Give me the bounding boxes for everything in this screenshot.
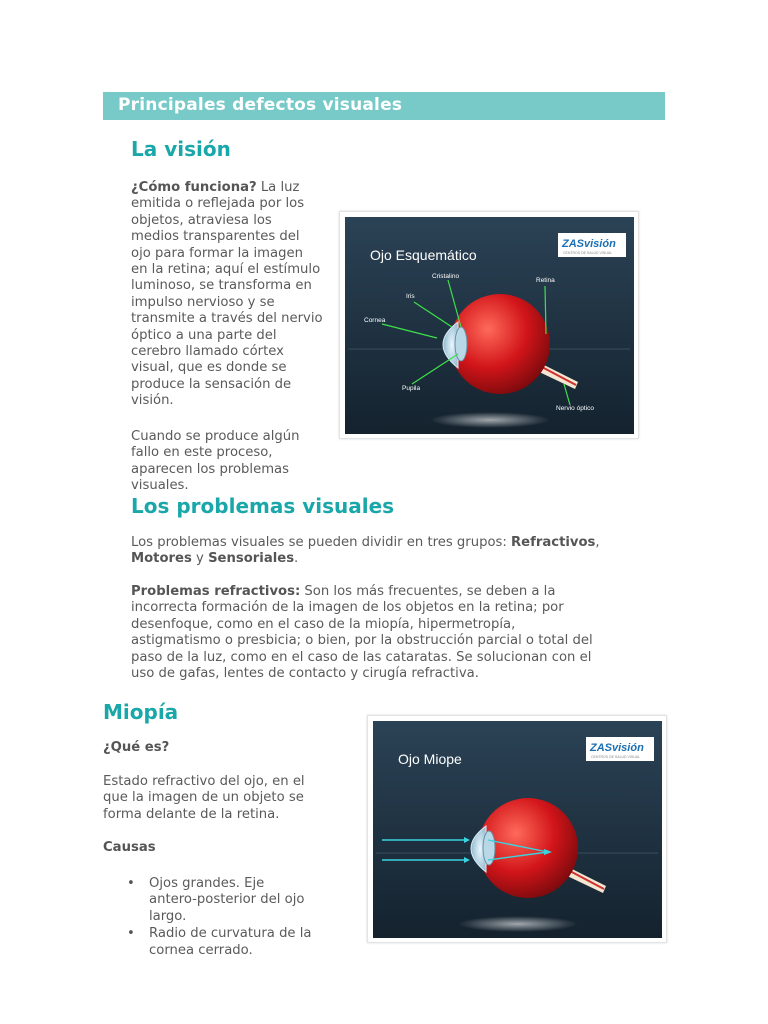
refractivos-paragraph — [131, 584, 651, 682]
vision-line: visión. — [131, 393, 174, 409]
ref-line: desenfoque, como en el caso de la miopía, hipermetropía, — [131, 616, 516, 632]
vision-line: visual, que es donde se — [131, 360, 287, 376]
vision-paragraph — [131, 180, 346, 410]
intro-sep: . — [294, 551, 299, 567]
bullet-line: largo. — [149, 908, 187, 924]
label-cornea: Cornea — [364, 317, 386, 324]
logo-text: ZASvisión — [562, 238, 616, 250]
vision-line: transmite a través del nervio — [131, 311, 323, 327]
problemas-heading: Los problemas visuales — [131, 494, 395, 518]
label-cristalino: Cristalino — [432, 273, 460, 280]
group-refractivos: Refractivos — [511, 535, 596, 550]
label-retina: Retina — [536, 277, 555, 284]
banner-title: Principales defectos visuales — [118, 95, 403, 115]
miopia-heading: Miopía — [103, 700, 179, 724]
vision-line: produce la sensación de — [131, 376, 292, 392]
vision-line: luminoso, se transforma en — [131, 278, 312, 294]
def-line: forma delante de la retina. — [103, 806, 280, 822]
bullet-line: antero-posterior del ojo — [149, 892, 305, 908]
vision-paragraph-2 — [131, 429, 346, 495]
def-line: que la imagen de un objeto se — [103, 790, 304, 806]
section-banner — [103, 92, 665, 120]
list-item — [103, 926, 343, 959]
bullet-line: cornea cerrado. — [149, 942, 253, 958]
label-nervio: Nervio óptico — [556, 405, 594, 412]
ref-line: uso de gafas, lentes de contacto y cirugía refractiva. — [131, 666, 479, 682]
causas-heading — [103, 840, 156, 856]
ref-line: astigmatismo o presbicia; o bien, por la obstrucción parcial o total del — [131, 633, 593, 649]
bullet-line: • Radio de curvatura de la — [149, 926, 312, 942]
vision-question-label: ¿Cómo funciona? — [131, 180, 257, 195]
causas-list — [103, 876, 343, 960]
vision-line: Cuando se produce algún — [131, 429, 300, 444]
vision-line: ojo para formar la imagen — [131, 245, 303, 261]
causas-label: Causas — [103, 840, 156, 855]
logo-subtitle: CENTROS DE SALUD VISUAL — [563, 251, 613, 255]
ref-line: incorrecta formación de la imagen de los objetos en la retina; por — [131, 600, 564, 616]
myopic-eye-diagram — [368, 716, 666, 942]
figure-title: Ojo Esquemático — [370, 247, 477, 263]
problemas-intro — [131, 535, 651, 568]
logo-text: ZASvisión — [590, 742, 644, 754]
vision-line: fallo en este proceso, — [131, 445, 273, 461]
vision-line: aparecen los problemas — [131, 461, 290, 477]
intro-sep: y — [191, 551, 209, 567]
vision-line: objetos, atraviesa los — [131, 212, 272, 228]
refractivos-label: Problemas refractivos: — [131, 584, 301, 599]
vision-line: medios transparentes del — [131, 229, 300, 245]
vision-heading: La visión — [131, 137, 231, 161]
list-item — [103, 876, 343, 925]
vision-line: emitida o reflejada por los — [131, 196, 305, 212]
vision-line: La luz — [256, 180, 300, 195]
label-pupila: Pupila — [402, 385, 421, 392]
def-line: Estado refractivo del ojo, en el — [103, 774, 305, 789]
myopic-eye-figure — [367, 715, 667, 943]
vision-line: óptico a una parte del — [131, 327, 277, 343]
eye-diagram-figure — [339, 211, 639, 439]
bullet-line: • Ojos grandes. Eje — [149, 876, 265, 891]
vision-line: cerebro llamado córtex — [131, 344, 284, 360]
intro-sep: , — [595, 535, 600, 550]
miopia-q-label: ¿Qué es? — [103, 740, 170, 755]
group-sensoriales: Sensoriales — [208, 551, 295, 567]
figure-title: Ojo Miope — [398, 751, 462, 767]
logo-subtitle: CENTROS DE SALUD VISUAL — [591, 755, 641, 759]
vision-line: visuales. — [131, 478, 189, 494]
ref-line: Son los más frecuentes, se deben a la — [300, 584, 556, 599]
intro-text: Los problemas visuales se pueden dividir en tres grupos: — [131, 535, 512, 550]
eye-diagram — [340, 212, 638, 438]
label-iris: Iris — [406, 293, 415, 300]
miopia-question — [103, 740, 169, 756]
miopia-definition — [103, 774, 343, 823]
ref-line: paso de la luz, como en el caso de las cataratas. Se solucionan con el — [131, 649, 592, 665]
vision-line: en la retina; aquí el estímulo — [131, 262, 321, 278]
group-motores: Motores — [131, 551, 192, 567]
vision-line: impulso nervioso y se — [131, 294, 275, 310]
